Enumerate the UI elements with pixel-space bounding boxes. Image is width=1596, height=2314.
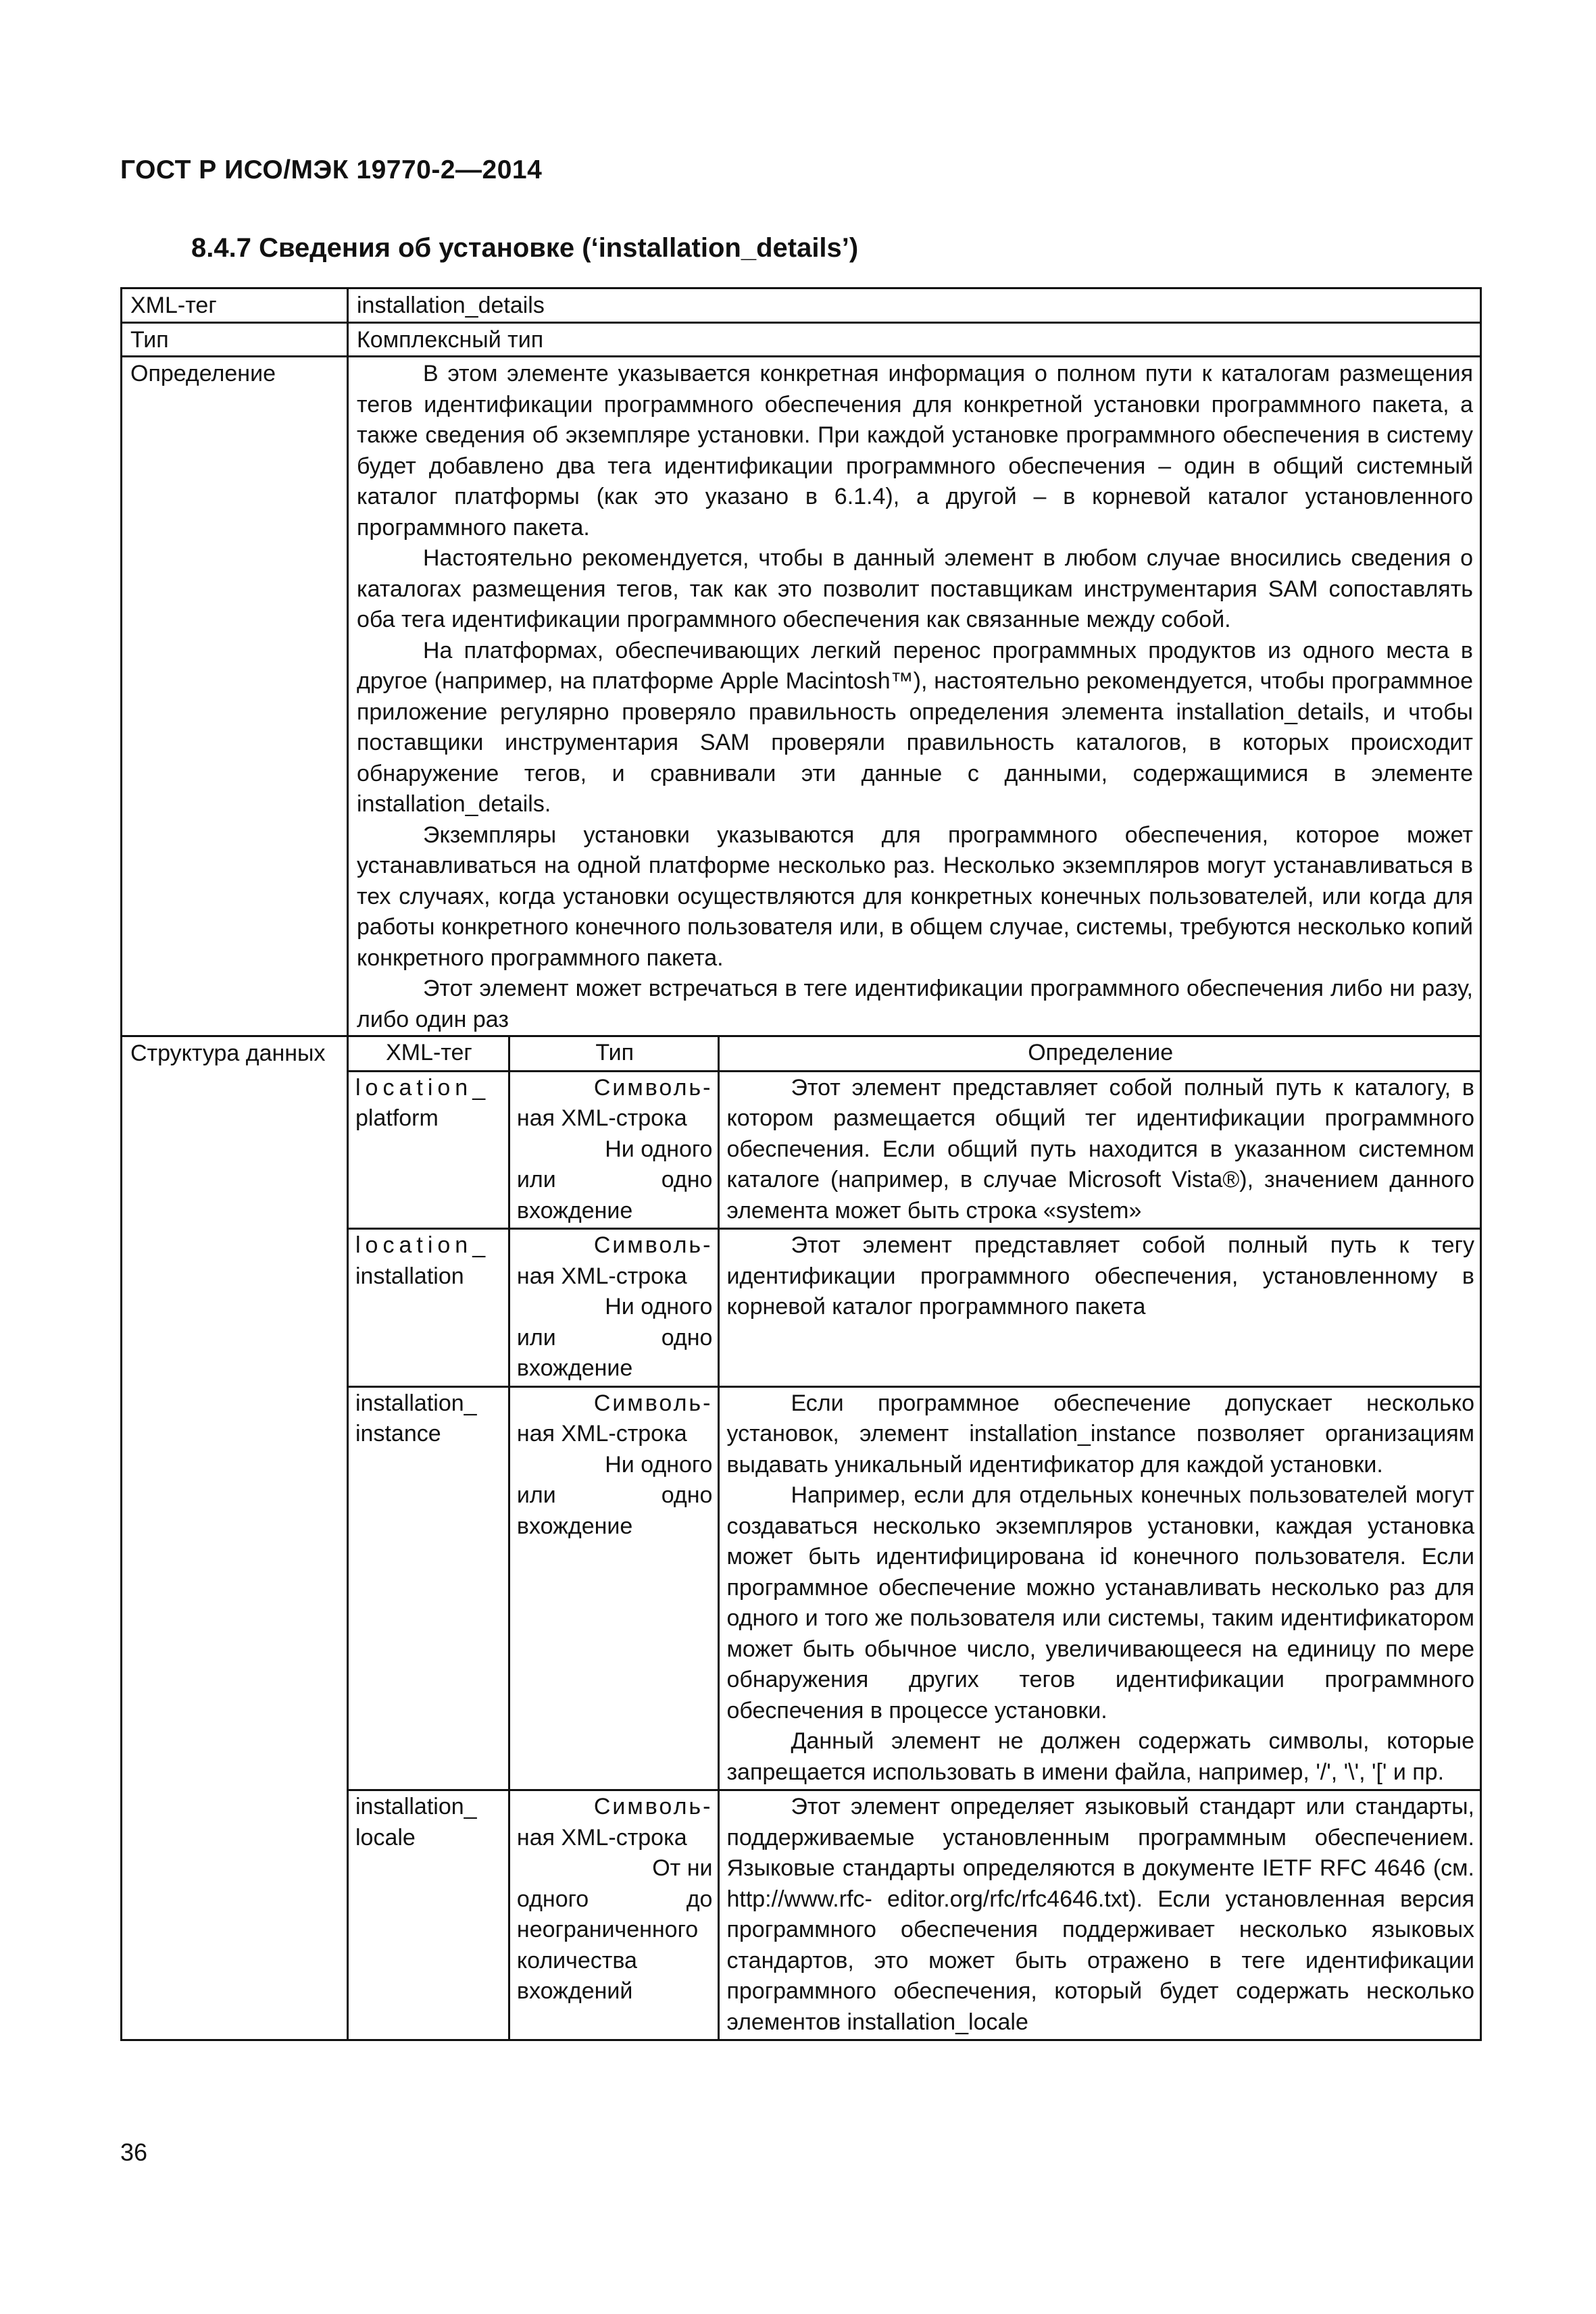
tag-name-part: installation_ bbox=[355, 1794, 477, 1819]
occurrence-text: или одно вхождение bbox=[516, 1324, 713, 1381]
column-header-tag: XML-тег bbox=[349, 1037, 509, 1071]
occurrence-text: Ни одного bbox=[605, 1294, 713, 1319]
row-label: Структура данных bbox=[122, 1036, 348, 2040]
definition-paragraph: Этот элемент может встречаться в теге идентификации программного обеспечения либо ни разу, либо один раз bbox=[357, 976, 1473, 1032]
definition-cell bbox=[719, 1386, 1480, 1790]
nested-table-cell bbox=[348, 1036, 1481, 2040]
definition-cell bbox=[719, 1790, 1480, 2040]
row-label: Тип bbox=[122, 322, 348, 357]
page-number: 36 bbox=[120, 2138, 148, 2166]
document-header: ГОСТ Р ИСО/МЭК 19770-2—2014 bbox=[120, 155, 543, 184]
section-title: 8.4.7 Сведения об установке (‘installation_details’) bbox=[191, 233, 859, 263]
tag-cell bbox=[349, 1790, 509, 2040]
tag-name-part: installation_ bbox=[355, 1390, 477, 1416]
definition-paragraph: Этот элемент представляет собой полный путь к тегу идентификации программного обеспечения, установленному в корневой каталог программного пакета bbox=[726, 1232, 1474, 1319]
type-text: Символь- bbox=[593, 1074, 713, 1101]
row-value: Комплексный тип bbox=[348, 322, 1481, 357]
tag-name-part: instance bbox=[355, 1421, 441, 1447]
definition-paragraph: На платформах, обеспечивающих легкий перенос программных продуктов из одного места в другое (например, на платформе Apple Macintosh™), настоятельно рекомендуется, чтобы программное приложение регулярно проверяло правильность определения элемента installation_details, и чтобы поставщики инструментария SAM проверяли правильность каталогов, в которых происходит обнаружение тегов, и сравнивали эти данные с данными, содержащимися в элементе installation_details. bbox=[357, 637, 1473, 817]
type-text: ная XML-строка bbox=[516, 1105, 687, 1131]
definition-cell bbox=[719, 1229, 1480, 1387]
column-header-type: Тип bbox=[509, 1037, 719, 1071]
tag-name-part: location_ bbox=[355, 1232, 491, 1258]
type-text: ная XML-строка bbox=[516, 1824, 687, 1851]
definition-paragraph: Если программное обеспечение допускает несколько установок, элемент installation_instance позволяет организациям выдавать уникальный идентификатор для каждой установки. bbox=[726, 1390, 1474, 1478]
definition-paragraph: Этот элемент представляет собой полный путь к каталогу, в котором размещается общий тег идентификации программного обеспечения. Если общий путь находится в указанном системном каталоге (например, в случае Microsoft Vista®), значением данного элемента может быть строка «system» bbox=[726, 1074, 1474, 1224]
type-cell bbox=[509, 1790, 719, 2040]
occurrence-text: Ни одного bbox=[605, 1136, 713, 1162]
tag-cell bbox=[349, 1229, 509, 1387]
type-text: Символь- bbox=[593, 1794, 713, 1819]
table-row-definition bbox=[122, 357, 1481, 1036]
table-row bbox=[349, 1071, 1480, 1229]
occurrence-text: одного до неограниченного количества вхождений bbox=[516, 1886, 713, 2004]
row-label: XML-тег bbox=[122, 288, 348, 323]
definition-cell bbox=[719, 1071, 1480, 1229]
definition-paragraph: Данный элемент не должен содержать символы, которые запрещается использовать в имени файла, например, '/', '\', '[' и пр. bbox=[726, 1728, 1474, 1785]
tag-name-part: installation bbox=[355, 1263, 464, 1289]
type-cell bbox=[509, 1071, 719, 1229]
occurrence-text: Ни одного bbox=[605, 1451, 713, 1478]
table-row bbox=[349, 1386, 1480, 1790]
tag-name-part: locale bbox=[355, 1824, 416, 1851]
table-row bbox=[349, 1229, 1480, 1387]
definition-paragraph: Этот элемент определяет языковый стандарт или стандарты, поддерживаемые установленным программным обеспечением. Языковые стандарты определяются в документе IETF RFC 4646 (см. http://www.rfc- editor.org/rfc/rfc4646.txt). Если установленная версия программного обеспечения поддерживает несколько языковых стандартов, это может быть отражено в теге идентификации программного обеспечения, который будет содержать несколько элементов installation_locale bbox=[726, 1794, 1474, 2035]
tag-cell bbox=[349, 1386, 509, 1790]
table-row-data-structure bbox=[122, 1036, 1481, 2040]
type-text: Символь- bbox=[593, 1232, 713, 1258]
data-structure-table bbox=[349, 1037, 1480, 2039]
type-text: ная XML-строка bbox=[516, 1263, 687, 1289]
type-text: Символь- bbox=[593, 1390, 713, 1416]
definition-text bbox=[348, 357, 1481, 1036]
column-header-definition: Определение bbox=[719, 1037, 1480, 1071]
tag-name-part: location_ bbox=[355, 1074, 491, 1101]
definition-paragraph: В этом элементе указывается конкретная информация о полном пути к каталогам размещения тегов идентификации программного обеспечения для конкретной установки программного пакета, а также сведения об экземпляре установки. При каждой установке программного обеспечения в систему будет добавлено два тега идентификации программного обеспечения – один в общий системный каталог платформы (как это указано в 6.1.4), а другой – в корневой каталог установленного программного пакета. bbox=[357, 361, 1473, 540]
occurrence-text: или одно вхождение bbox=[516, 1482, 713, 1539]
type-text: ная XML-строка bbox=[516, 1421, 687, 1447]
row-value: installation_details bbox=[348, 288, 1481, 323]
occurrence-text: От ни bbox=[652, 1855, 713, 1881]
table-row-xml-tag bbox=[122, 288, 1481, 323]
table-row bbox=[349, 1790, 1480, 2040]
occurrence-text: или одно вхождение bbox=[516, 1167, 713, 1224]
nested-header-row bbox=[349, 1037, 1480, 1071]
tag-cell bbox=[349, 1071, 509, 1229]
type-cell bbox=[509, 1386, 719, 1790]
tag-name-part: platform bbox=[355, 1105, 439, 1131]
element-spec-table bbox=[120, 287, 1482, 2041]
row-label: Определение bbox=[122, 357, 348, 1036]
type-cell bbox=[509, 1229, 719, 1387]
definition-paragraph: Экземпляры установки указываются для программного обеспечения, которое может устанавливаться на одной платформе несколько раз. Несколько экземпляров могут устанавливаться в тех случаях, когда установки осуществляются для конкретных конечных пользователей, или когда для работы конкретного конечного пользователя или, в общем случае, системы, требуются несколько копий конкретного программного пакета. bbox=[357, 822, 1473, 971]
definition-paragraph: Настоятельно рекомендуется, чтобы в данный элемент в любом случае вносились сведения о каталогах размещения тегов, так как это позволит поставщикам инструментария SAM сопоставлять оба тега идентификации программного обеспечения как связанные между собой. bbox=[357, 545, 1473, 632]
definition-paragraph: Например, если для отдельных конечных пользователей могут создаваться несколько экземпляров установки, каждая установка может быть идентифицирована id конечного пользователя. Если программное обеспечение можно устанавливать несколько раз для одного и того же пользователя или системы, таким идентификатором может быть обычное число, увеличивающееся на единицу по мере обнаружения других тегов идентификации программного обеспечения в процессе установки. bbox=[726, 1482, 1474, 1724]
table-row-type bbox=[122, 322, 1481, 357]
